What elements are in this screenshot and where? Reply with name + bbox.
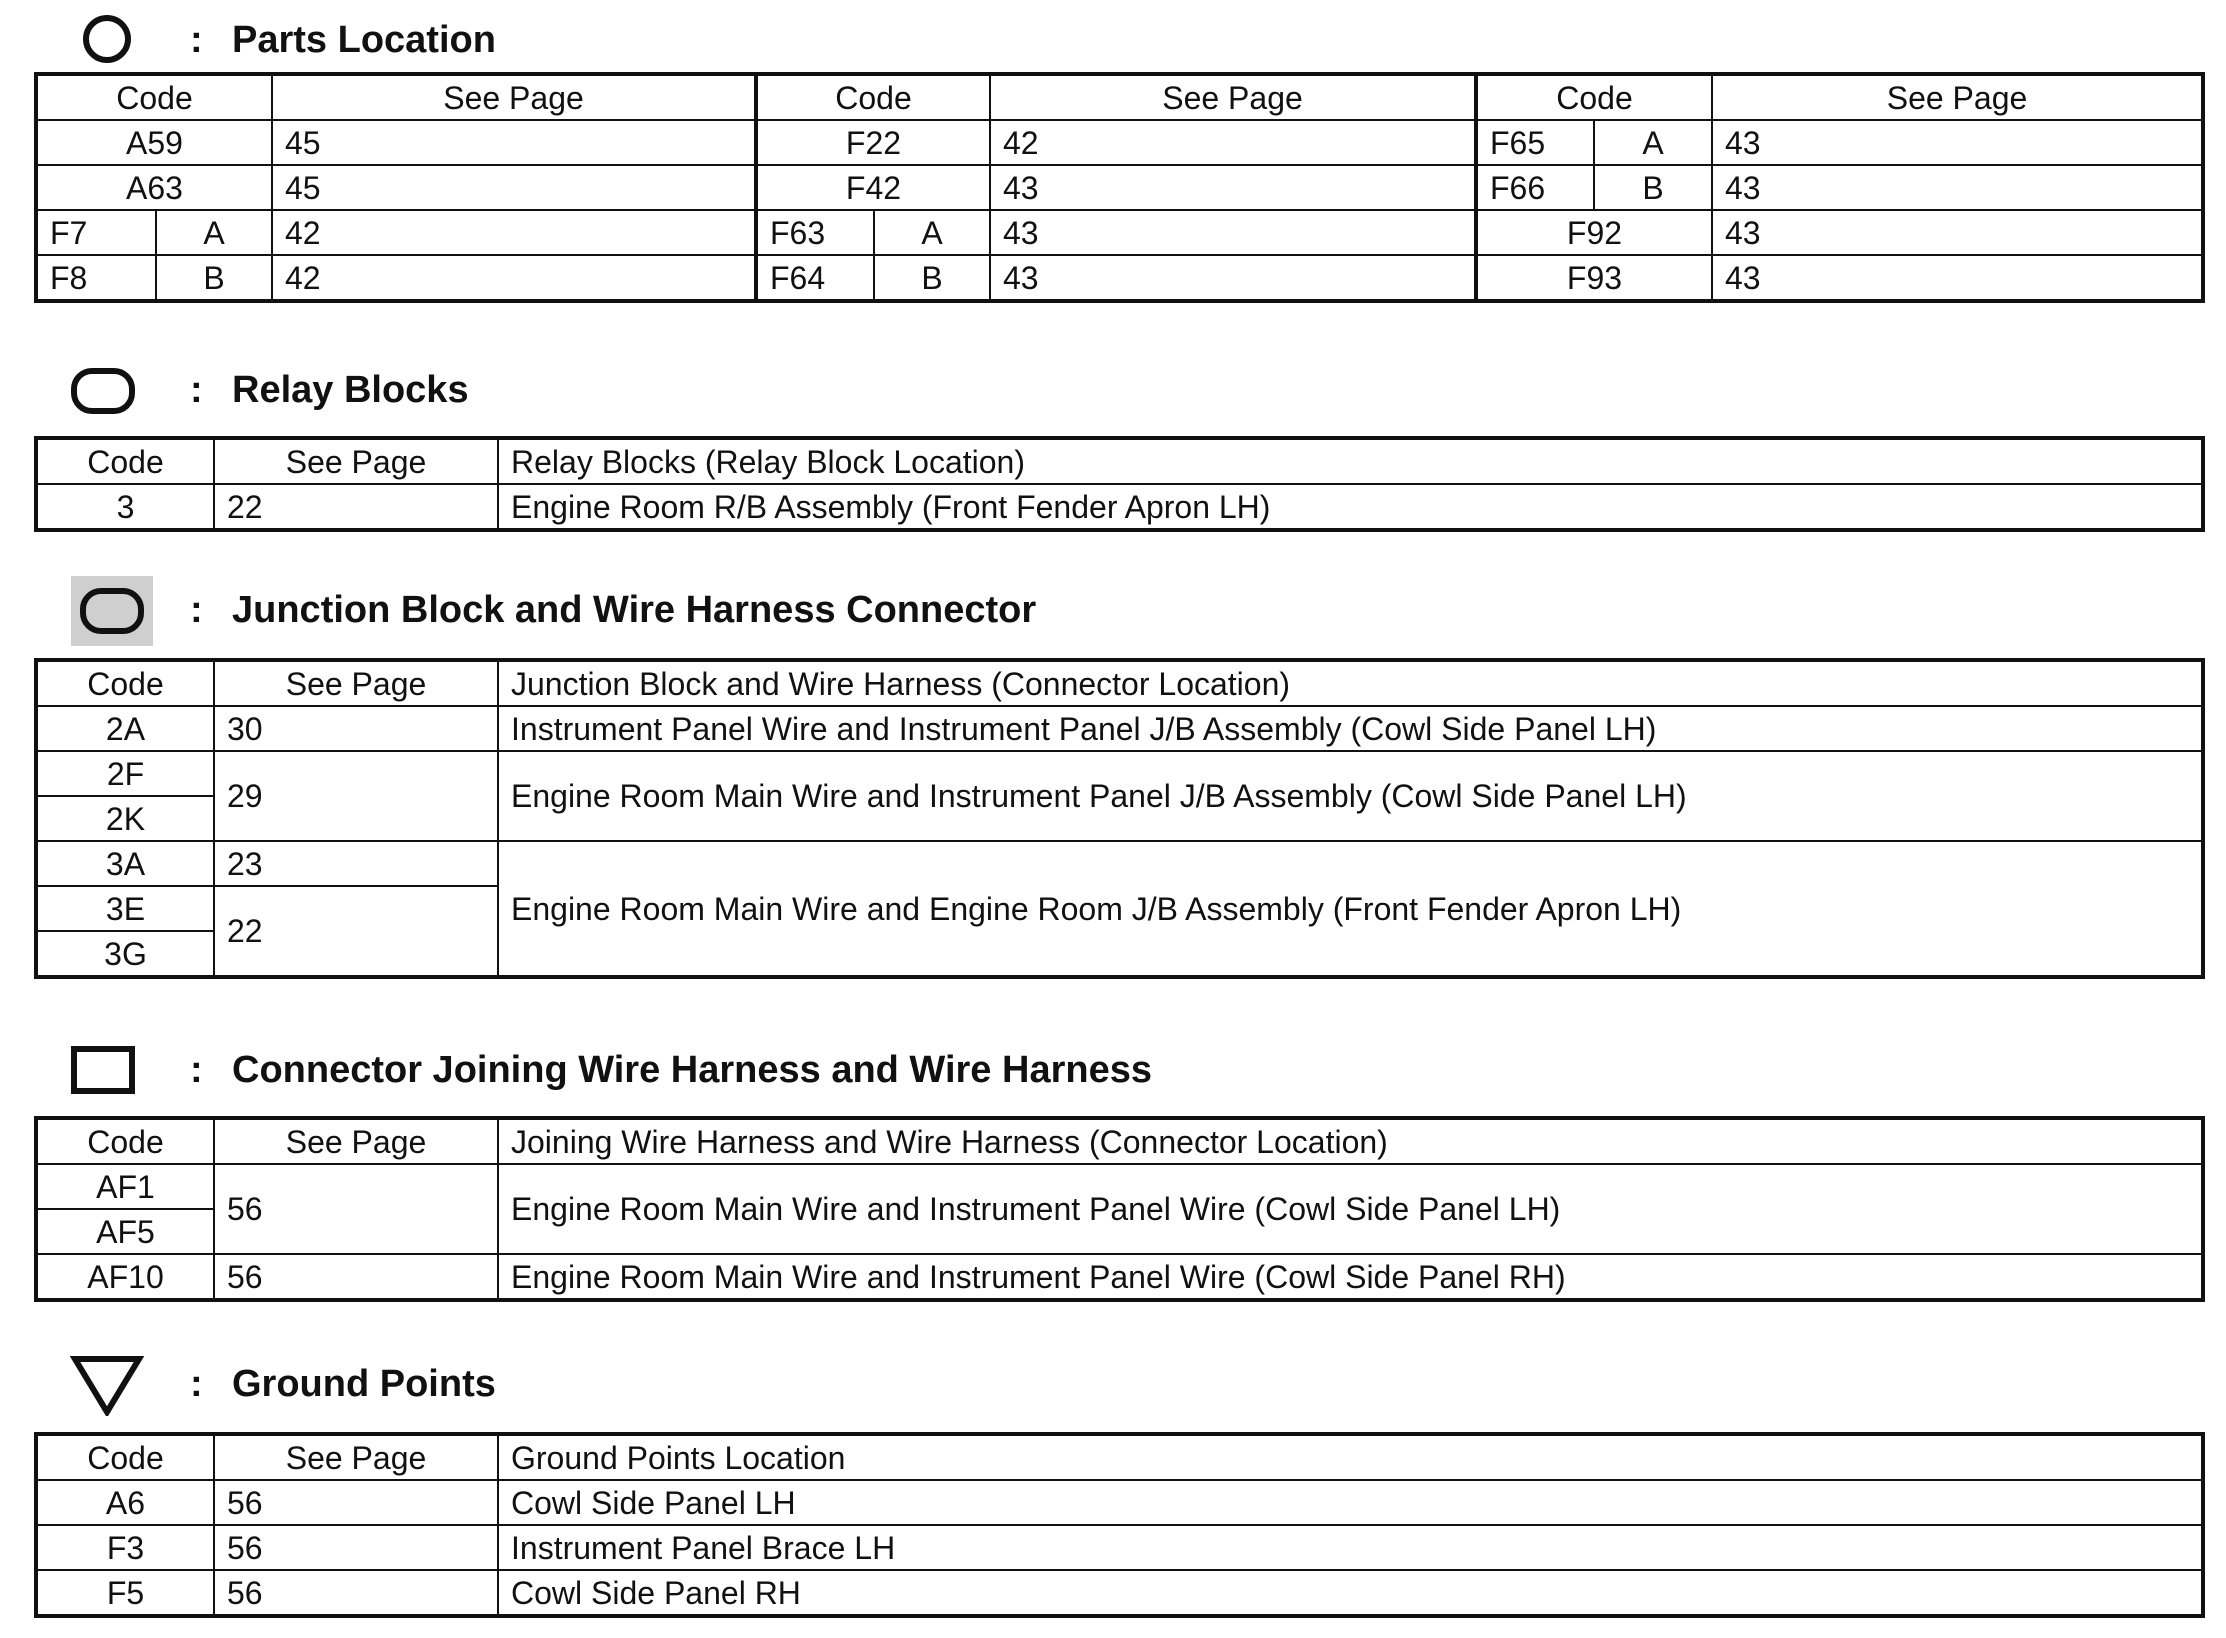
joining-connector-table [34,1116,2205,1302]
location-header: Ground Points Location [498,1434,2203,1480]
location-cell: Instrument Panel Brace LH [498,1525,2203,1570]
location-cell: Engine Room Main Wire and Engine Room J/B Assembly (Front Fender Apron LH) [498,841,2203,977]
table-row [36,841,2203,886]
location-cell: Engine Room Main Wire and Instrument Panel Wire (Cowl Side Panel RH) [498,1254,2203,1300]
relay-blocks-title: Relay Blocks [232,369,469,411]
table-row [36,1480,2203,1525]
parts-location-heading [0,10,1200,70]
code-cell: 2K [36,796,214,841]
code-cell: F93 [1476,255,1712,301]
code-cell: 2A [36,706,214,751]
see-page-header: See Page [272,74,756,120]
ground-points-title: Ground Points [232,1363,496,1405]
sub-code-cell: B [874,255,990,301]
rounded-rect-icon [70,367,136,415]
relay-blocks-table [34,436,2205,532]
code-cell: F8 [36,255,156,301]
junction-block-title: Junction Block and Wire Harness Connector [232,589,1037,631]
code-cell: F5 [36,1570,214,1616]
code-header: Code [36,1434,214,1480]
location-cell: Instrument Panel Wire and Instrument Panel J/B Assembly (Cowl Side Panel LH) [498,706,2203,751]
location-header: Junction Block and Wire Harness (Connector Location) [498,660,2203,706]
code-header: Code [36,438,214,484]
page-cell: 43 [1712,165,2203,210]
page-cell: 23 [214,841,498,886]
circle-icon [80,12,134,66]
location-cell: Cowl Side Panel RH [498,1570,2203,1616]
heading-colon: : [190,1363,203,1405]
code-cell: F22 [756,120,990,165]
table-row [36,255,2203,301]
see-page-header: See Page [990,74,1476,120]
junction-block-table [34,658,2205,979]
code-header: Code [36,74,272,120]
see-page-header: See Page [214,438,498,484]
ground-points-heading [0,1354,1200,1414]
code-cell: AF1 [36,1164,214,1209]
page-cell: 29 [214,751,498,841]
page-cell: 43 [990,255,1476,301]
table-row [36,484,2203,530]
page-cell: 43 [1712,210,2203,255]
code-cell: 2F [36,751,214,796]
see-page-header: See Page [214,660,498,706]
table-row [36,1525,2203,1570]
page-cell: 56 [214,1254,498,1300]
code-cell: F66 [1476,165,1594,210]
heading-colon: : [190,589,203,631]
sub-code-cell: A [874,210,990,255]
code-cell: F7 [36,210,156,255]
see-page-header: See Page [214,1118,498,1164]
code-cell: F64 [756,255,874,301]
location-cell: Cowl Side Panel LH [498,1480,2203,1525]
table-header-row [36,1434,2203,1480]
relay-blocks-heading [0,360,1200,420]
page-cell: 43 [990,210,1476,255]
page-cell: 45 [272,165,756,210]
code-cell: F65 [1476,120,1594,165]
page-cell: 56 [214,1480,498,1525]
table-row [36,751,2203,796]
page-cell: 56 [214,1570,498,1616]
table-header-row [36,1118,2203,1164]
see-page-header: See Page [1712,74,2203,120]
page-cell: 42 [272,255,756,301]
table-row [36,1570,2203,1616]
code-cell: F63 [756,210,874,255]
triangle-icon [70,1354,144,1416]
sub-code-cell: A [1594,120,1712,165]
code-cell: 3G [36,931,214,977]
page-cell: 30 [214,706,498,751]
table-row [36,1254,2203,1300]
location-cell: Engine Room Main Wire and Instrument Panel Wire (Cowl Side Panel LH) [498,1164,2203,1254]
table-row [36,120,2203,165]
table-row [36,210,2203,255]
location-header: Joining Wire Harness and Wire Harness (Connector Location) [498,1118,2203,1164]
code-cell: A63 [36,165,272,210]
code-cell: 3A [36,841,214,886]
page-cell: 22 [214,484,498,530]
code-header: Code [756,74,990,120]
ground-points-table [34,1432,2205,1618]
page-cell: 22 [214,886,498,977]
code-header: Code [36,660,214,706]
rectangle-icon [71,1046,135,1094]
table-row [36,165,2203,210]
page-cell: 43 [990,165,1476,210]
sub-code-cell: B [1594,165,1712,210]
code-header: Code [36,1118,214,1164]
location-cell: Engine Room Main Wire and Instrument Panel J/B Assembly (Cowl Side Panel LH) [498,751,2203,841]
code-cell: 3E [36,886,214,931]
code-cell: F92 [1476,210,1712,255]
table-header-row [36,660,2203,706]
table-row [36,1164,2203,1209]
code-cell: 3 [36,484,214,530]
location-header: Relay Blocks (Relay Block Location) [498,438,2203,484]
page-cell: 43 [1712,120,2203,165]
heading-colon: : [190,19,203,61]
sub-code-cell: A [156,210,272,255]
sub-code-cell: B [156,255,272,301]
shaded-rounded-rect-icon [71,576,153,646]
code-cell: AF10 [36,1254,214,1300]
page-cell: 42 [272,210,756,255]
page-cell: 45 [272,120,756,165]
page-cell: 56 [214,1525,498,1570]
page-cell: 42 [990,120,1476,165]
location-cell: Engine Room R/B Assembly (Front Fender Apron LH) [498,484,2203,530]
code-cell: AF5 [36,1209,214,1254]
code-cell: A59 [36,120,272,165]
code-cell: F42 [756,165,990,210]
table-header-row [36,438,2203,484]
parts-location-table [34,72,2205,303]
page-cell: 43 [1712,255,2203,301]
heading-colon: : [190,1049,203,1091]
code-cell: A6 [36,1480,214,1525]
heading-colon: : [190,369,203,411]
see-page-header: See Page [214,1434,498,1480]
joining-connector-heading [0,1040,1200,1100]
page-cell: 56 [214,1164,498,1254]
junction-block-heading [0,576,1200,636]
code-header: Code [1476,74,1712,120]
table-row [36,706,2203,751]
joining-connector-title: Connector Joining Wire Harness and Wire Harness [232,1049,1152,1091]
code-cell: F3 [36,1525,214,1570]
parts-location-title: Parts Location [232,19,496,61]
table-header-row [36,74,2203,120]
